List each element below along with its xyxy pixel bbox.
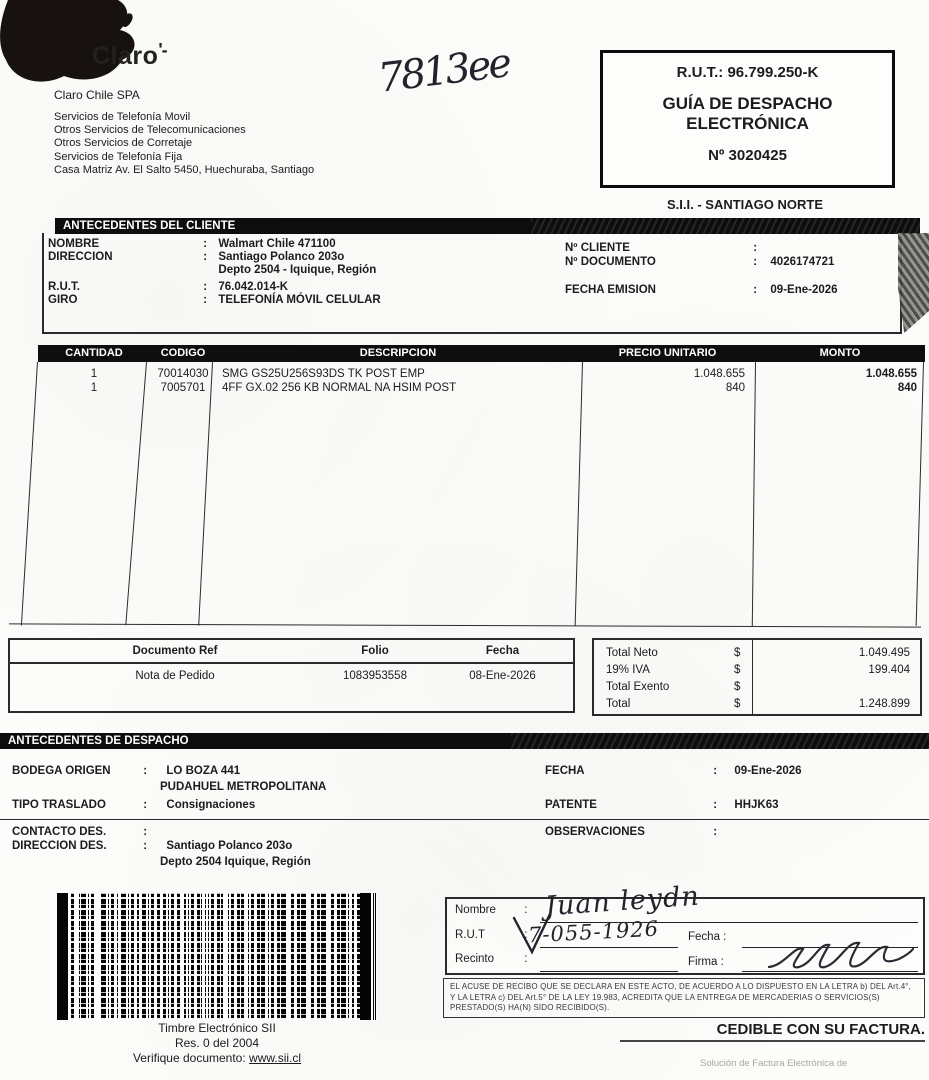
item-monto: 1.048.655 xyxy=(865,368,917,380)
footer-provider-note: Solución de Factura Electrónica de xyxy=(700,1058,848,1069)
item-descripcion: 4FF GX.02 256 KB NORMAL NA HSIM POST xyxy=(222,382,457,394)
dispatch-divider-line xyxy=(0,819,929,820)
totals-box xyxy=(592,638,922,716)
firma-label-row xyxy=(688,956,724,968)
rut-header-box xyxy=(600,50,895,188)
field-label: DIRECCION DES. xyxy=(12,840,107,852)
field-colon: : xyxy=(713,765,718,777)
document-number: Nº 3020425 xyxy=(708,147,787,164)
contacto-des-row xyxy=(12,826,163,838)
total-label: Total xyxy=(606,698,631,710)
observaciones-row xyxy=(545,826,731,838)
claro-logo-text: Claro xyxy=(92,42,159,70)
total-label: Total Neto xyxy=(606,647,658,659)
direccion-des-row xyxy=(12,840,292,852)
field-label: CONTACTO DES. xyxy=(12,826,107,838)
barcode-start-pattern xyxy=(57,893,71,1020)
ref-fecha-value: 08-Ene-2026 xyxy=(469,670,536,682)
company-service-line: Servicios de Telefonía Fija xyxy=(54,150,183,163)
client-rut-row xyxy=(48,281,288,293)
dispatch-section-title: ANTECEDENTES DE DESPACHO xyxy=(8,735,189,747)
currency-symbol: $ xyxy=(734,647,741,659)
field-value: Consignaciones xyxy=(166,799,256,811)
ref-header-fecha: Fecha xyxy=(485,645,520,657)
claro-logo-spark-icon: '- xyxy=(158,40,167,60)
client-ndocumento-row xyxy=(565,256,834,268)
handwritten-receiver-name: Juan leydn xyxy=(544,880,701,923)
company-name: Claro Chile SPA xyxy=(54,88,140,102)
issuer-rut: R.U.T.: 96.799.250-K xyxy=(676,64,819,81)
handwritten-checkmark xyxy=(512,912,552,957)
total-label: Total Exento xyxy=(606,681,670,693)
client-ncliente-row xyxy=(565,242,767,254)
field-colon: : xyxy=(203,294,208,306)
field-value: 09-Ene-2026 xyxy=(770,284,838,296)
item-cantidad: 1 xyxy=(90,368,98,380)
tipo-traslado-row xyxy=(12,799,255,811)
scan-shadow-artifact xyxy=(898,233,929,333)
sii-office: S.I.I. - SANTIAGO NORTE xyxy=(666,197,823,212)
total-label: 19% IVA xyxy=(606,664,650,676)
ref-header-documento: Documento Ref xyxy=(132,645,218,657)
barcode-stop-pattern xyxy=(360,893,371,1020)
field-colon: : xyxy=(143,765,148,777)
field-colon: : xyxy=(203,238,208,250)
barcode-stop-pattern-thin xyxy=(373,893,377,1020)
field-colon: : xyxy=(713,799,718,811)
field-label: FECHA EMISION xyxy=(565,284,656,296)
field-colon: : xyxy=(143,840,148,852)
field-label: GIRO xyxy=(48,294,78,306)
field-label: Nº CLIENTE xyxy=(565,242,630,254)
field-value: Santiago Polanco 203o xyxy=(166,840,293,852)
field-value: Santiago Polanco 203o xyxy=(218,251,345,263)
cedible-notice: CEDIBLE CON SU FACTURA. xyxy=(620,1021,925,1042)
field-label: TIPO TRASLADO xyxy=(12,799,106,811)
dispatch-section-bar xyxy=(0,733,929,749)
currency-symbol: $ xyxy=(734,664,741,676)
client-giro-row xyxy=(48,294,381,306)
field-label: NOMBRE xyxy=(48,238,100,250)
field-value: PUDAHUEL METROPOLITANA xyxy=(160,781,327,793)
item-codigo: 70014030 xyxy=(157,368,209,380)
field-label: OBSERVACIONES xyxy=(545,826,645,838)
field-colon: : xyxy=(143,826,148,838)
ref-header-divider xyxy=(10,662,573,664)
field-colon: : xyxy=(753,242,758,254)
table-border-bottom xyxy=(9,623,921,627)
total-value: 1.049.495 xyxy=(858,647,910,659)
stamp-caption-3 xyxy=(57,1051,377,1066)
item-descripcion: SMG GS25U256S93DS TK POST EMP xyxy=(222,368,425,380)
table-border-left xyxy=(21,362,38,626)
table-column-line xyxy=(198,362,213,626)
handwritten-annotation: 7813ee xyxy=(375,40,512,102)
stamp-caption-1: Timbre Electrónico SII xyxy=(158,1021,276,1035)
field-colon: : xyxy=(524,953,528,965)
sii-verification-link[interactable]: www.sii.cl xyxy=(249,1051,302,1065)
field-label: Nº DOCUMENTO xyxy=(565,256,656,268)
company-info xyxy=(54,88,314,177)
field-label: R.U.T xyxy=(455,929,486,941)
table-border-right xyxy=(916,362,924,626)
field-colon: : xyxy=(524,904,528,916)
claro-logo xyxy=(92,40,167,71)
stamp-caption-2: Res. 0 del 2004 xyxy=(174,1036,260,1050)
company-service-line: Otros Servicios de Corretaje xyxy=(54,137,193,150)
client-direccion-row xyxy=(48,251,344,263)
dispatch-fecha-row xyxy=(545,765,802,777)
item-cantidad: 1 xyxy=(90,382,98,394)
document-type-title xyxy=(603,94,892,134)
field-colon: : xyxy=(143,799,148,811)
field-value: HHJK63 xyxy=(734,799,779,811)
ref-folio-value: 1083953558 xyxy=(343,670,407,682)
field-label: Fecha : xyxy=(688,931,727,943)
total-value: 1.248.899 xyxy=(858,698,910,710)
item-precio-unitario: 1.048.655 xyxy=(693,368,745,380)
field-value: 4026174721 xyxy=(770,256,835,268)
bodega-origen-row xyxy=(12,765,240,777)
field-value: 76.042.014-K xyxy=(218,281,289,293)
field-colon: : xyxy=(203,281,208,293)
recinto-line xyxy=(540,971,678,972)
document-type-line1: GUÍA DE DESPACHO xyxy=(662,94,833,113)
field-label: Recinto xyxy=(455,953,494,965)
document-type-line2: ELECTRÓNICA xyxy=(686,114,809,133)
field-label: DIRECCION xyxy=(48,251,113,263)
currency-symbol: $ xyxy=(734,698,741,710)
total-value: 199.404 xyxy=(868,664,910,676)
field-colon: : xyxy=(713,826,718,838)
items-table-header xyxy=(38,345,925,362)
patente-row xyxy=(545,799,779,811)
handwritten-receiver-rut: 7-055-1926 xyxy=(527,916,660,948)
field-label: Nombre xyxy=(455,904,496,916)
col-header-monto: MONTO xyxy=(819,347,861,359)
field-colon: : xyxy=(203,251,208,263)
field-value: Depto 2504 Iquique, Región xyxy=(160,856,311,868)
field-value: Walmart Chile 471100 xyxy=(218,238,336,250)
reference-table xyxy=(8,638,575,713)
fecha-label-row xyxy=(688,931,726,943)
scan-hatch-texture xyxy=(531,218,920,234)
field-value: 09-Ene-2026 xyxy=(734,765,802,777)
col-header-descripcion: DESCRIPCION xyxy=(359,347,437,359)
field-label: FECHA xyxy=(545,765,585,777)
item-monto: 840 xyxy=(897,382,917,394)
ref-header-folio: Folio xyxy=(361,645,389,657)
currency-symbol: $ xyxy=(734,681,741,693)
rut-line xyxy=(540,947,678,948)
verify-text: Verifique documento: xyxy=(132,1051,250,1065)
item-precio-unitario: 840 xyxy=(725,382,745,394)
field-value: Depto 2504 - Iquique, Región xyxy=(218,264,377,276)
ref-documento-value: Nota de Pedido xyxy=(135,670,215,682)
field-value: TELEFONÍA MÓVIL CELULAR xyxy=(218,294,381,306)
direccion-des-row2 xyxy=(160,856,311,868)
field-colon: : xyxy=(524,929,528,941)
company-service-line: Otros Servicios de Telecomunicaciones xyxy=(54,124,246,137)
totals-divider xyxy=(752,640,753,714)
field-label: Firma : xyxy=(688,956,724,968)
field-label: R.U.T. xyxy=(48,281,80,293)
scan-hatch-texture xyxy=(511,733,929,749)
col-header-precio: PRECIO UNITARIO xyxy=(618,347,717,359)
field-colon: : xyxy=(753,256,758,268)
bodega-origen-row2 xyxy=(160,781,326,793)
pdf417-barcode xyxy=(57,893,377,1020)
col-header-codigo: CODIGO xyxy=(160,347,206,359)
company-service-line: Servicios de Telefonía Movil xyxy=(54,111,191,123)
field-value: LO BOZA 441 xyxy=(166,765,241,777)
client-direccion-row2 xyxy=(48,264,376,276)
client-fecha-emision-row xyxy=(565,284,838,296)
client-nombre-row xyxy=(48,238,336,250)
table-column-line xyxy=(575,362,583,626)
item-codigo: 7005701 xyxy=(160,382,206,394)
col-header-cantidad: CANTIDAD xyxy=(65,347,123,359)
table-column-line xyxy=(752,362,756,626)
company-address: Casa Matriz Av. El Salto 5450, Huechuraba, Santiago xyxy=(54,163,315,176)
signature-scribble xyxy=(765,935,915,973)
field-colon: : xyxy=(753,284,758,296)
field-label: PATENTE xyxy=(545,799,597,811)
client-section-bar xyxy=(55,218,920,234)
table-column-line xyxy=(125,362,147,625)
field-label: BODEGA ORIGEN xyxy=(12,765,111,777)
client-section-title: ANTECEDENTES DEL CLIENTE xyxy=(63,220,236,232)
legal-acknowledgement-text: EL ACUSE DE RECIBO QUE SE DECLARA EN ESTE ACTO, DE ACUERDO A LO DISPUESTO EN LA LETRA b) DEL Art.4°, Y LA LETRA c) DEL Art.5° DE LA LEY 19.983, ACREDITA QUE LA ENTREGA DE MERCADERIAS O SERVICIOS(S) PRESTADO(S) HA(N) SIDO RECIBIDO(S). xyxy=(443,978,925,1018)
